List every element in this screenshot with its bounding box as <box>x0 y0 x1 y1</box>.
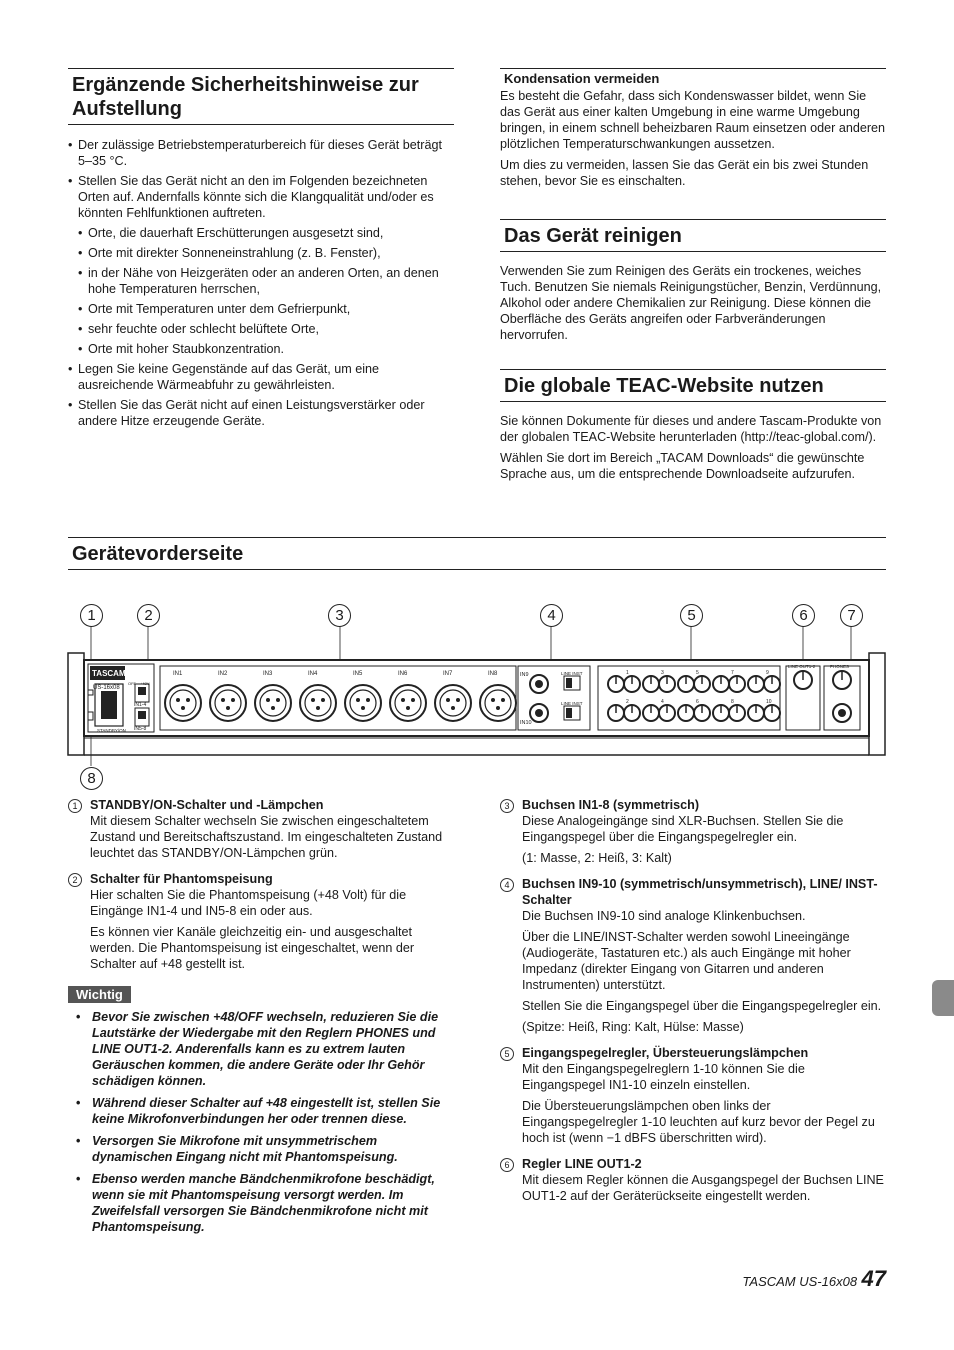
callout-4: 4 <box>540 604 563 627</box>
callout-7: 7 <box>840 604 863 627</box>
device-line-inst-1: LINE INST <box>561 671 583 676</box>
list-item: • Während dieser Schalter auf +48 eingestellt ist, stellen Sie keine Mikrofonverbindungen her oder trennen diese. <box>68 1095 458 1127</box>
website-p2: Wählen Sie dort im Bereich „TACAM Downloads“ die gewünschte Sprache aus, um die entsprechende Downloadseite aufzurufen. <box>500 451 865 481</box>
device-brand: TASCAM <box>92 669 126 678</box>
item-1 <box>68 797 458 861</box>
list-item: • Legen Sie keine Gegenstände auf das Gerät, um eine ausreichende Wärmeabfuhr zu gewährleisten. <box>68 361 452 393</box>
item-title: Regler LINE OUT1-2 <box>522 1157 642 1171</box>
page-number: 47 <box>861 1266 886 1291</box>
item-6 <box>500 1156 886 1204</box>
item-title: Buchsen IN9-10 (symmetrisch/unsymmetrisch), LINE/ INST-Schalter <box>522 877 878 907</box>
device-phantom-in1-4: IN1-4 <box>134 702 147 708</box>
kondensation-p2: Um dies zu vermeiden, lassen Sie das Gerät ein bis zwei Stunden stehen, bevor Sie es einschalten. <box>500 158 869 188</box>
item-text: Die Buchsen IN9-10 sind analoge Klinkenbuchsen. <box>522 909 806 923</box>
item-title: Schalter für Phantomspeisung <box>90 872 273 886</box>
knob-number: 6 <box>696 699 699 705</box>
xlr-input-label: IN8 <box>488 671 498 677</box>
callout-8: 8 <box>80 767 103 790</box>
xlr-input-label: IN2 <box>218 671 228 677</box>
list-item: • Orte mit hoher Staubkonzentration. <box>78 341 452 357</box>
callout-1: 1 <box>80 604 103 627</box>
device-phantom-in5-8: IN5-8 <box>134 726 147 732</box>
knob-number: 7 <box>731 670 734 676</box>
item-text: Es können vier Kanäle gleichzeitig ein- und ausgeschaltet werden. Die Phantomspeisung ist eingeschaltet, wenn der Schalter auf +48 gestellt ist. <box>90 925 415 971</box>
knob-number: 3 <box>661 670 664 676</box>
item-number: 2 <box>68 873 82 887</box>
device-standby-label: STANDBY/ON <box>97 728 126 733</box>
item-text: Über die LINE/INST-Schalter werden sowohl Lineeingänge (Audiogeräte, Tastaturen etc.) als auch Eingänge mit hoher Impedanz (direkter Eingang von Gitarren und anderen Instrumenten) unterstützt. <box>522 930 851 992</box>
list-item: • Stellen Sie das Gerät nicht an den im Folgenden bezeichneten Orten auf. Andernfalls könnte sich die Klangqualität und/oder es könnten Fehlfunktionen auftreten. <box>68 173 452 221</box>
device-model: US-16x08 <box>93 685 120 691</box>
device-figure <box>0 600 954 795</box>
item-number: 3 <box>500 799 514 813</box>
callout-6: 6 <box>792 604 815 627</box>
device-phones-label: PHONES <box>830 664 850 669</box>
item-text: Die Übersteuerungslämpchen oben links der Eingangspegelregler 1-10 leuchten auf kurz bevor der Pegel zu hoch ist (wenn −1 dBFS überschritten wird). <box>522 1099 875 1145</box>
wichtig-badge: Wichtig <box>68 986 131 1003</box>
list-item: • in der Nähe von Heizgeräten oder an anderen Orten, an denen hohe Temperaturen herrschen, <box>78 265 452 297</box>
footer <box>742 1266 886 1292</box>
section-heading-website <box>500 369 886 402</box>
knob-number: 4 <box>661 699 664 705</box>
kondensation-block <box>500 68 886 189</box>
list-item: • Ebenso werden manche Bändchenmikrofone beschädigt, wenn sie mit Phantomspeisung versorgt werden. Im Zweifelsfall versorgen Sie Bändchenmikrofone nicht mit Phantomspeisung. <box>68 1171 458 1235</box>
list-item: • Bevor Sie zwischen +48/OFF wechseln, reduzieren Sie die Lautstärke der Wiedergabe mit den Reglern PHONES und LINE OUT1-2. Anderenfalls kann es zu extrem lauten Geräuschen kommen, die andere Geräte oder Ihr Gehör schädigen können. <box>68 1009 458 1089</box>
list-item: • Stellen Sie das Gerät nicht auf einen Leistungsverstärker oder andere Hitze erzeugende Geräte. <box>68 397 452 429</box>
heading-reinigen: Das Gerät reinigen <box>504 225 682 247</box>
kondensation-p1: Es besteht die Gefahr, dass sich Kondenswasser bildet, wenn Sie das Gerät aus einer kalten Umgebung in eine warme Umgebung bringen, in einem schnell beheizbaren Raum einsetzen oder anderen plötzlichen Temperaturschwankungen aussetzen. <box>500 89 886 151</box>
item-text: (Spitze: Heiß, Ring: Kalt, Hülse: Masse) <box>522 1020 744 1034</box>
heading-website: Die globale TEAC-Website nutzen <box>504 375 824 397</box>
list-item: • sehr feuchte oder schlecht belüftete Orte, <box>78 321 452 337</box>
item-text: Hier schalten Sie die Phantomspeisung (+48 Volt) für die Eingänge IN1-4 und IN5-8 ein oder aus. <box>90 888 407 918</box>
device-in10-label: IN10 <box>520 720 532 726</box>
knob-number: 9 <box>766 670 769 676</box>
knob-number: 10 <box>766 699 772 705</box>
item-5 <box>500 1045 886 1146</box>
xlr-input-label: IN1 <box>173 671 183 677</box>
item-title: Eingangspegelregler, Übersteuerungslämpchen <box>522 1046 809 1060</box>
xlr-input-label: IN6 <box>398 671 408 677</box>
website-p1: Sie können Dokumente für dieses und andere Tascam-Produkte von der globalen TEAC-Website herunterladen (http://teac-global.com/). <box>500 414 882 444</box>
item-title: Buchsen IN1-8 (symmetrisch) <box>522 798 700 812</box>
item-4 <box>500 876 886 1035</box>
item-text: Stellen Sie die Eingangspegel über die Eingangspegelregler ein. <box>522 999 882 1013</box>
item-number: 4 <box>500 878 514 892</box>
safety-list <box>68 137 452 433</box>
footer-brand: TASCAM US-16x08 <box>742 1274 858 1289</box>
list-item: • Orte, die dauerhaft Erschütterungen ausgesetzt sind, <box>78 225 452 241</box>
xlr-input-label: IN5 <box>353 671 363 677</box>
website-block <box>500 413 886 482</box>
section-heading-safety <box>68 68 454 125</box>
item-number: 6 <box>500 1158 514 1172</box>
knob-number: 1 <box>626 670 629 676</box>
heading-safety: Ergänzende Sicherheitshinweise zur Aufstellung <box>72 74 419 120</box>
item-text: Mit diesem Schalter wechseln Sie zwischen eingeschaltetem Zustand und Bereitschaftszustand. Im eingeschalteten Zustand leuchtet das STANDBY/ON-Lämpchen grün. <box>90 814 443 860</box>
section-heading-front <box>68 537 886 570</box>
item-text: Mit diesem Regler können die Ausgangspegel der Buchsen LINE OUT1-2 auf der Geräterückseite eingestellt werden. <box>522 1173 884 1203</box>
heading-kondensation: Kondensation vermeiden <box>500 68 886 86</box>
device-phantom-48: +48V <box>140 681 150 686</box>
items-left <box>68 797 458 1241</box>
callout-3: 3 <box>328 604 351 627</box>
item-2 <box>68 871 458 972</box>
item-number: 5 <box>500 1047 514 1061</box>
device-line-inst-2: LINE INST <box>561 701 583 706</box>
knob-number: 8 <box>731 699 734 705</box>
device-phantom-off: OFF <box>128 681 136 686</box>
callout-5: 5 <box>680 604 703 627</box>
device-line-out-label: LINE OUT1-2 <box>788 664 816 669</box>
item-text: (1: Masse, 2: Heiß, 3: Kalt) <box>522 851 672 865</box>
xlr-input-label: IN7 <box>443 671 453 677</box>
item-title: STANDBY/ON-Schalter und -Lämpchen <box>90 798 324 812</box>
xlr-input-label: IN3 <box>263 671 273 677</box>
xlr-input-label: IN4 <box>308 671 318 677</box>
section-heading-reinigen <box>500 219 886 252</box>
callout-2: 2 <box>137 604 160 627</box>
list-item: • Der zulässige Betriebstemperaturbereich für dieses Gerät beträgt 5–35 °C. <box>68 137 452 169</box>
knob-number: 5 <box>696 670 699 676</box>
section-tab <box>932 980 954 1016</box>
device-in9-label: IN9 <box>520 672 529 678</box>
item-text: Diese Analogeingänge sind XLR-Buchsen. Stellen Sie die Eingangspegel über die Eingangspegelregler ein. <box>522 814 844 844</box>
item-3 <box>500 797 886 866</box>
list-item: • Versorgen Sie Mikrofone mit unsymmetrischem dynamischen Eingang nicht mit Phantomspeisung. <box>68 1133 458 1165</box>
device-drawing <box>0 600 954 795</box>
knob-number: 2 <box>626 699 629 705</box>
heading-front: Gerätevorderseite <box>72 543 244 565</box>
list-item: • Orte mit Temperaturen unter dem Gefrierpunkt, <box>78 301 452 317</box>
item-number: 1 <box>68 799 82 813</box>
item-text: Mit den Eingangspegelreglern 1-10 können Sie die Eingangspegel IN1-10 einzeln einstellen. <box>522 1062 805 1092</box>
items-right <box>500 797 886 1214</box>
list-item: • Orte mit direkter Sonneneinstrahlung (z. B. Fenster), <box>78 245 452 261</box>
reinigen-p1: Verwenden Sie zum Reinigen des Geräts ein trockenes, weiches Tuch. Benutzen Sie niemals Reinigungstücher, Benzin, Verdünnung, Alkohol oder andere Chemikalien zur Reinigung. Diese können die Oberfläche des Geräts angreifen oder Farbveränderungen hervorrufen. <box>500 264 882 342</box>
